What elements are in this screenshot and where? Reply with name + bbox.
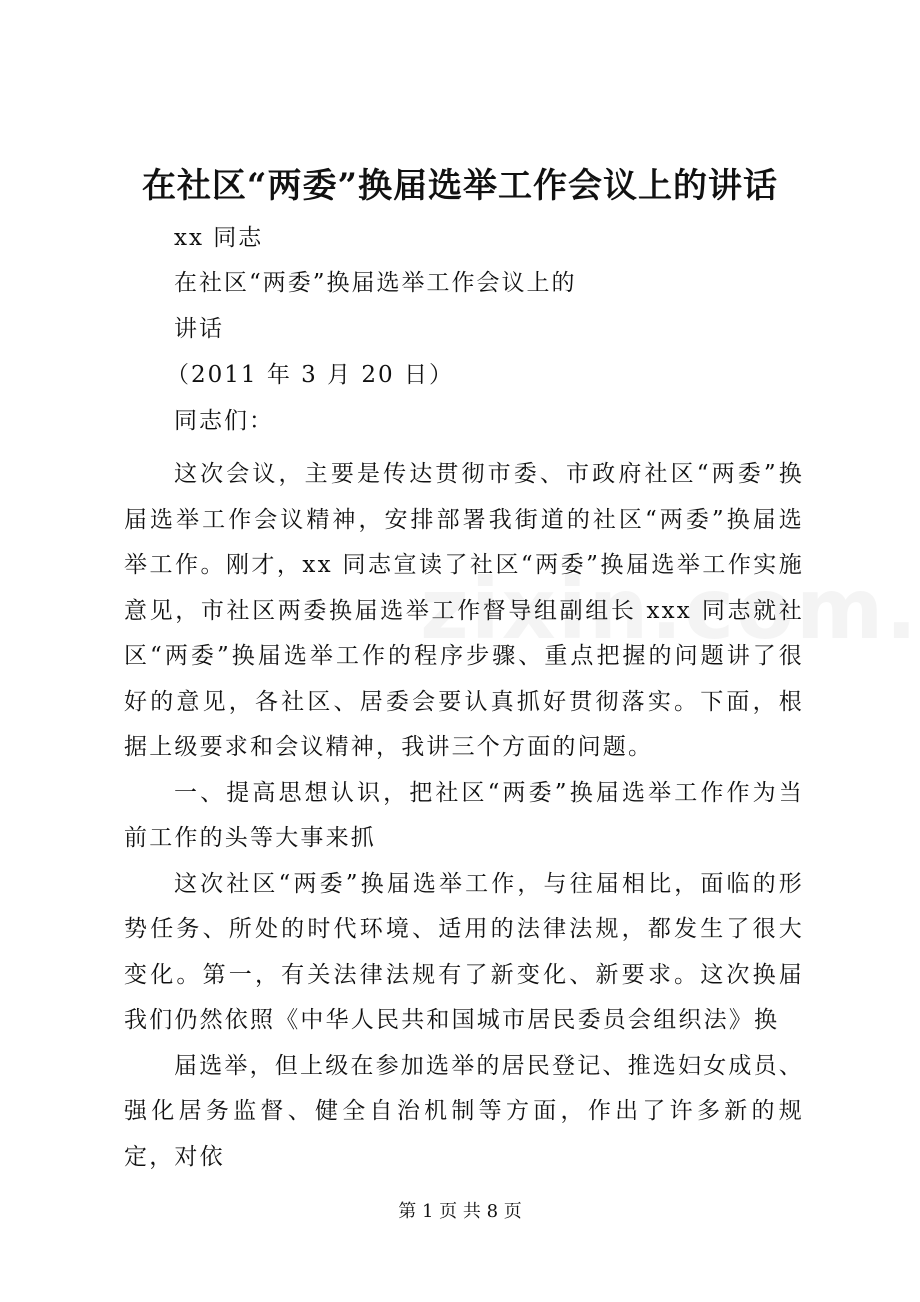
paragraph: 一、提高思想认识，把社区“两委”换届选举工作作为当前工作的头等大事来抓 [124, 779, 804, 851]
paragraph: 这次社区“两委”换届选举工作，与往届相比，面临的形势任务、所处的时代环境、适用的法律法规，都发生了很大变化。第一，有关法律法规有了新变化、新要求。这次换届我们仍然依照《中华人民共和国城市居民委员会组织法》换 [124, 870, 804, 1033]
paragraph: 届选举，但上级在参加选举的居民登记、推选妇女成员、强化居务监督、健全自治机制等方面，作出了许多新的规定，对依 [124, 1052, 804, 1170]
body-text [124, 452, 804, 1180]
date-line: （2011 年 3 月 20 日） [166, 362, 454, 388]
subtitle-line-1: 在社区“两委”换届选举工作会议上的 [174, 270, 577, 296]
salutation: 同志们： [174, 408, 274, 434]
page-footer: 第 1 页 共 8 页 [398, 1201, 522, 1222]
document-title: 在社区“两委”换届选举工作会议上的讲话 [141, 166, 779, 206]
paragraph: 这次会议，主要是传达贯彻市委、市政府社区“两委”换届选举工作会议精神，安排部署我街道的社区“两委”换届选举工作。刚才，xx 同志宣读了社区“两委”换届选举工作实施意见，市社区两委换届选举工作督导组副组长 xxx 同志就社区“两委”换届选举工作的程序步骤、重点把握的问题讲了很好的意见，各社区、居委会要认真抓好贯彻落实。下面，根据上级要求和会议精神，我讲三个方面的问题。 [124, 461, 804, 760]
subtitle-line-2: 讲话 [174, 316, 224, 342]
author-line: xx 同志 [174, 225, 264, 251]
